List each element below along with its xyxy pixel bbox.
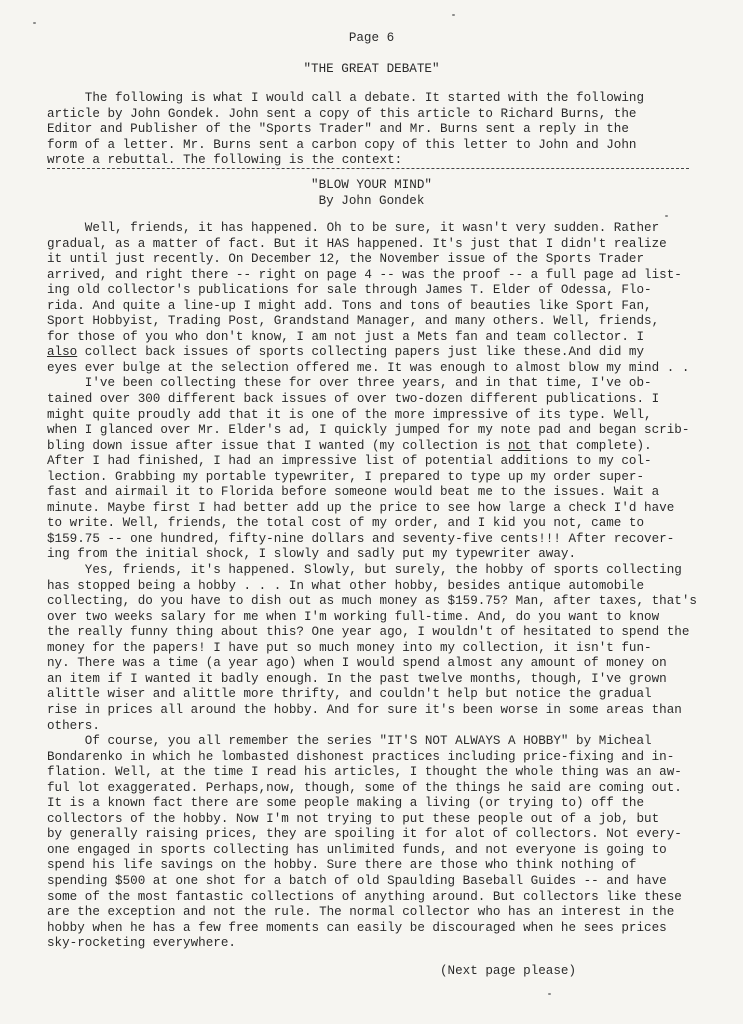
body-line: ing old collector's publications for sale through James T. Elder of Odessa, Flo- — [47, 283, 652, 298]
intro-line: article by John Gondek. John sent a copy of this article to Richard Burns, the — [47, 106, 637, 121]
body-line: Well, friends, it has happened. Oh to be sure, it wasn't very sudden. Rather — [47, 221, 660, 235]
body-line: it until just recently. On December 12, the November issue of the Sports Trader — [47, 252, 645, 267]
body-line: rida. And quite a line-up I might add. Tons and tons of beauties like Sport Fan, — [47, 298, 652, 313]
body-line: Bondarenko in which he lombasted dishonest practices including price-fixing and in- — [47, 749, 675, 764]
body-line: arrived, and right there -- right on page 4 -- was the proof -- a full page ad list- — [47, 267, 682, 282]
intro-line: form of a letter. Mr. Burns sent a carbon copy of this letter to John and John — [47, 137, 637, 152]
intro-line-underlined: wrote a rebuttal. The following is the context: — [47, 153, 689, 169]
body-line: money for the papers! I have put so much money into my collection, it isn't fun- — [47, 640, 652, 655]
body-line: an item if I wanted it badly enough. In the past twelve months, though, I've grown — [47, 671, 667, 686]
next-page-note: (Next page please) — [440, 964, 577, 978]
body-line: when I glanced over Mr. Elder's ad, I quickly jumped for my note pad and began scrib- — [47, 423, 690, 438]
body-line: lection. Grabbing my portable typewriter, I prepared to type up my order super- — [47, 469, 645, 484]
article-byline: By John Gondek — [318, 194, 425, 208]
body-line: flation. Well, at the time I read his articles, I thought the whole thing was an aw- — [47, 765, 682, 780]
paper-speck — [452, 14, 455, 16]
body-line: for those of you who don't know, I am not just a Mets fan and team collector. I — [47, 329, 645, 344]
body-line: After I had finished, I had an impressive list of potential additions to my col- — [47, 454, 652, 469]
paper-speck — [665, 215, 668, 217]
body-line: gradual, as a matter of fact. But it HAS happened. It's just that I didn't realize — [47, 236, 667, 251]
article-title: "BLOW YOUR MIND" — [311, 178, 432, 192]
body-line: collectors of the hobby. Now I'm not trying to put these people out of a job, but — [47, 811, 660, 826]
intro-line: Editor and Publisher of the "Sports Trader" and Mr. Burns sent a reply in the — [47, 122, 629, 137]
body-line: minute. Maybe first I had better add up the price to see how large a check I'd have — [47, 500, 675, 515]
body-line: $159.75 -- one hundred, fifty-nine dollars and seventy-five cents!!! After recover- — [47, 531, 675, 546]
body-line: to write. Well, friends, the total cost of my order, and I kid you not, came to — [47, 516, 645, 531]
body-line: bling down issue after issue that I wanted (my collection is not that complete). — [47, 438, 652, 453]
underlined-word: not — [508, 438, 531, 453]
body-line: fast and airmail it to Florida before someone would beat me to the issues. Wait a — [47, 485, 660, 500]
body-line: alittle wiser and alittle more thrifty, and couldn't help but notice the gradual — [47, 687, 652, 702]
body-line: hobby when he has a few free moments can easily be discouraged when he sees prices — [47, 920, 667, 935]
body-line: ny. There was a time (a year ago) when I would spend almost any amount of money on — [47, 656, 667, 671]
body-line: Yes, friends, it's happened. Slowly, but surely, the hobby of sports collecting — [47, 563, 682, 578]
page-number: Page 6 — [348, 31, 395, 45]
body-line: Sport Hobbyist, Trading Post, Grandstand Manager, and many others. Well, friends, — [47, 314, 660, 329]
body-line: ful lot exaggerated. Perhaps,now, though, some of the things he said are coming out. — [47, 780, 682, 795]
intro-line: The following is what I would call a debate. It started with the following — [47, 91, 645, 105]
body-line: eyes ever bulge at the selection offered me. It was enough to almost blow my mind . . — [47, 360, 690, 375]
body-line: tained over 300 different back issues of over two-dozen different publications. I — [47, 392, 660, 407]
body-line: sky-rocketing everywhere. — [47, 936, 236, 951]
body-line: spending $500 at one shot for a batch of old Spaulding Baseball Guides -- and have — [47, 873, 667, 888]
body-line: spend his life savings on the hobby. Sure there are those who think nothing of — [47, 858, 637, 873]
body-line: rise in prices all around the hobby. And for sure it's been worse in some areas than — [47, 702, 682, 717]
body-line: might quite proudly add that it is one of the more impressive of its type. Well, — [47, 407, 652, 422]
body-line: over two weeks salary for me when I'm working full-time. And, do you want to know — [47, 609, 660, 624]
body-line: I've been collecting these for over three years, and in that time, I've ob- — [47, 376, 652, 391]
body-line: some of the most fantastic collections of anything around. But collectors like these — [47, 889, 682, 904]
body-line: It is a known fact there are some people making a living (or trying to) off the — [47, 796, 645, 811]
paper-speck — [33, 22, 36, 24]
article-body — [47, 221, 712, 952]
body-line: others. — [47, 718, 100, 733]
body-line: by generally raising prices, they are spoiling it for alot of collectors. Not every- — [47, 827, 682, 842]
underlined-word: also — [47, 345, 78, 360]
body-line: are the exception and not the rule. The normal collector who has an interest in the — [47, 905, 675, 920]
body-line: Of course, you all remember the series "IT'S NOT ALWAYS A HOBBY" by Micheal — [47, 734, 652, 749]
intro-paragraph — [47, 91, 699, 169]
paper-speck — [548, 993, 551, 995]
body-line: also collect back issues of sports collecting papers just like these.And did my — [47, 345, 645, 360]
body-line: has stopped being a hobby . . . In what other hobby, besides antique automobile — [47, 578, 645, 593]
document-title: "THE GREAT DEBATE" — [303, 62, 440, 76]
body-line: ing from the initial shock, I slowly and sadly put my typewriter away. — [47, 547, 577, 562]
body-line: collecting, do you have to dish out as much money as $159.75? Man, after taxes, that's — [47, 594, 697, 609]
body-line: the really funny thing about this? One year ago, I wouldn't of hesitated to spend the — [47, 625, 690, 640]
body-line: one engaged in sports collecting has unlimited funds, and not everyone is going to — [47, 842, 667, 857]
